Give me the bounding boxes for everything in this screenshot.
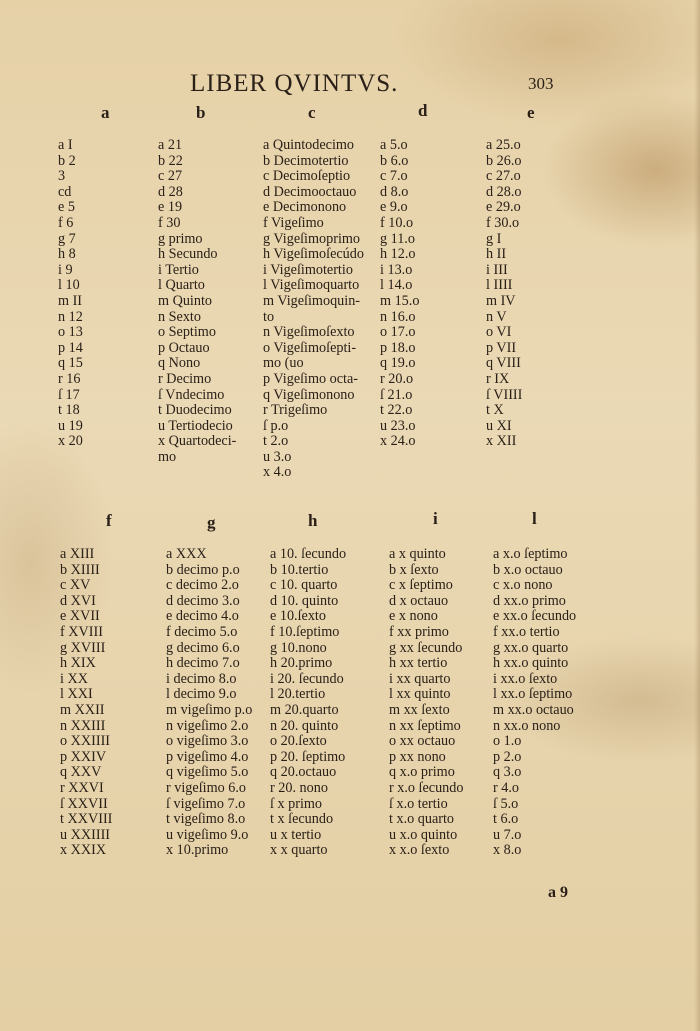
table-cell: i III bbox=[486, 261, 508, 278]
table-cell: e x nono bbox=[389, 608, 438, 625]
table-cell: h Vigeſimoſecúdo bbox=[263, 246, 364, 263]
table-column bbox=[270, 547, 346, 859]
table-cell: a XIII bbox=[60, 546, 95, 562]
table-cell: a 10. ſecundo bbox=[270, 546, 347, 562]
table-cell: q Vigeſimonono bbox=[263, 386, 355, 403]
column-letter: l bbox=[532, 509, 537, 528]
table-cell: l Vigeſimoquarto bbox=[263, 277, 360, 294]
table-cell: d x octauo bbox=[389, 592, 449, 609]
table-cell: n Vigeſimoſexto bbox=[263, 324, 355, 341]
table-cell: f decimo 5.o bbox=[166, 623, 238, 640]
table-cell: i XX bbox=[60, 670, 88, 687]
table-cell: a 5.o bbox=[380, 137, 408, 153]
table-cell: b 10.tertio bbox=[270, 561, 329, 578]
table-cell: x 20 bbox=[58, 433, 83, 450]
table-cell: o 13 bbox=[58, 324, 83, 341]
table-cell: r Trigeſimo bbox=[263, 402, 328, 419]
table-cell: ſ x primo bbox=[270, 795, 323, 812]
table-cell: f Vigeſimo bbox=[263, 214, 324, 231]
table-cell: m IV bbox=[486, 292, 516, 309]
table-cell: u x.o quinto bbox=[389, 826, 458, 843]
table-cell: x 10.primo bbox=[166, 842, 229, 859]
table-cell: m Quinto bbox=[158, 292, 212, 309]
table-cell: u 19 bbox=[58, 417, 83, 434]
table-cell: i 9 bbox=[58, 261, 73, 278]
table-cell: d Decimooctauo bbox=[263, 183, 357, 200]
table-cell: m xx.o octauo bbox=[493, 701, 574, 718]
table-cell: l Quarto bbox=[158, 277, 205, 294]
table-cell: q 19.o bbox=[380, 355, 416, 372]
table-cell: t 2.o bbox=[263, 433, 289, 450]
table-cell: t vigeſimo 8.o bbox=[166, 811, 246, 828]
table-cell: l xx.o ſeptimo bbox=[493, 686, 573, 703]
table-column bbox=[166, 547, 252, 859]
table-cell: p xx nono bbox=[389, 748, 446, 765]
table-cell: f xx primo bbox=[389, 623, 449, 640]
table-column bbox=[380, 138, 419, 450]
table-cell: g Vigeſimoprimo bbox=[263, 230, 361, 247]
table-cell: n 16.o bbox=[380, 308, 416, 325]
table-cell: l xx quinto bbox=[389, 686, 451, 703]
table-cell: m xx ſexto bbox=[389, 701, 450, 718]
table-cell: d xx.o primo bbox=[493, 592, 566, 609]
table-cell: u XI bbox=[486, 417, 512, 434]
table-cell: f XVIII bbox=[60, 623, 103, 640]
table-cell: i xx.o ſexto bbox=[493, 670, 558, 687]
table-cell: m II bbox=[58, 292, 83, 309]
table-cell: e 29.o bbox=[486, 199, 521, 216]
table-cell: o 1.o bbox=[493, 733, 522, 750]
table-cell: g 7 bbox=[58, 230, 76, 247]
table-cell: q VIII bbox=[486, 355, 521, 372]
table-cell: h XIX bbox=[60, 655, 96, 672]
column-letter: b bbox=[196, 103, 206, 122]
table-cell: a Quintodecimo bbox=[263, 137, 355, 153]
table-cell: b 2 bbox=[58, 152, 76, 169]
table-cell: a I bbox=[58, 137, 73, 153]
table-cell: h Secundo bbox=[158, 246, 218, 263]
table-cell: r Decimo bbox=[158, 370, 212, 387]
table-cell: o Septimo bbox=[158, 324, 216, 341]
signature-mark: a 9 bbox=[548, 884, 568, 901]
table-cell: f 30 bbox=[158, 214, 181, 231]
table-cell: h 20.primo bbox=[270, 655, 333, 672]
table-cell: g XVIII bbox=[60, 639, 106, 656]
table-cell: f xx.o tertio bbox=[493, 623, 560, 640]
table-cell: ſ 17 bbox=[58, 386, 80, 403]
table-cell: l 20.tertio bbox=[270, 686, 326, 703]
table-cell: d 28 bbox=[158, 183, 183, 200]
table-cell: ſ Vndecimo bbox=[158, 386, 225, 403]
table-cell: e Decimonono bbox=[263, 199, 347, 216]
table-cell: b Decimotertio bbox=[263, 152, 349, 169]
table-cell: r 4.o bbox=[493, 779, 520, 796]
table-cell: p 2.o bbox=[493, 748, 522, 765]
table-cell: x x quarto bbox=[270, 842, 328, 859]
table-cell: b x.o octauo bbox=[493, 561, 563, 578]
table-cell: d decimo 3.o bbox=[166, 592, 240, 609]
table-cell: x 24.o bbox=[380, 433, 416, 450]
table-cell: h xx.o quinto bbox=[493, 655, 569, 672]
column-letter: f bbox=[106, 511, 112, 530]
table-cell: r XXVI bbox=[60, 779, 104, 796]
table-cell: l 10 bbox=[58, 277, 80, 294]
column-letter: d bbox=[418, 101, 428, 120]
table-cell: mo (uo bbox=[263, 355, 304, 372]
table-cell: ſ 21.o bbox=[380, 386, 413, 403]
table-cell: e 10.ſexto bbox=[270, 608, 326, 625]
table-cell: b 22 bbox=[158, 152, 183, 169]
table-cell: l XXI bbox=[60, 686, 93, 703]
table-cell: n vigeſimo 2.o bbox=[166, 717, 249, 734]
table-cell: ſ XXVII bbox=[60, 795, 108, 812]
table-cell: q 3.o bbox=[493, 764, 522, 781]
table-cell: c 10. quarto bbox=[270, 577, 338, 594]
page-header bbox=[0, 70, 700, 100]
table-cell: m 20.quarto bbox=[270, 701, 339, 718]
table-cell: x XXIX bbox=[60, 842, 107, 859]
table-cell: e decimo 4.o bbox=[166, 608, 239, 625]
table-cell: m Vigeſimoquin- bbox=[263, 292, 361, 309]
table-cell: q vigeſimo 5.o bbox=[166, 764, 249, 781]
table-column bbox=[486, 138, 522, 450]
table-cell: p Vigeſimo octa- bbox=[263, 370, 359, 387]
table-cell: t 18 bbox=[58, 402, 80, 419]
table-cell: ſ vigeſimo 7.o bbox=[166, 795, 246, 812]
table-cell: g 11.o bbox=[380, 230, 415, 247]
table-column bbox=[58, 138, 83, 450]
table-cell: g I bbox=[486, 230, 502, 247]
running-title: LIBER QVINTVS. bbox=[190, 70, 399, 97]
table-cell: x Quartodeci- bbox=[158, 433, 237, 450]
table-cell: q Nono bbox=[158, 355, 201, 372]
table-cell: p Octauo bbox=[158, 339, 210, 356]
table-cell: h 8 bbox=[58, 246, 76, 263]
table-cell: e 19 bbox=[158, 199, 183, 216]
table-cell: e 9.o bbox=[380, 199, 408, 216]
table-cell: n 20. quinto bbox=[270, 717, 339, 734]
table-cell: n xx.o nono bbox=[493, 717, 561, 734]
table-cell: cd bbox=[58, 183, 72, 200]
table-cell: h 12.o bbox=[380, 246, 416, 263]
table-cell: r 16 bbox=[58, 370, 81, 387]
table-cell: g xx.o quarto bbox=[493, 639, 569, 656]
table-cell: u x tertio bbox=[270, 826, 322, 843]
table-cell: b XIIII bbox=[60, 561, 100, 578]
table-cell: q XXV bbox=[60, 764, 102, 781]
table-cell: d XVI bbox=[60, 592, 96, 609]
table-cell: t Duodecimo bbox=[158, 402, 232, 419]
column-letter: e bbox=[527, 103, 535, 122]
table-cell: c x ſeptimo bbox=[389, 577, 453, 594]
table-cell: f 30.o bbox=[486, 214, 520, 231]
column-letter: c bbox=[308, 103, 316, 122]
table-cell: u vigeſimo 9.o bbox=[166, 826, 249, 843]
table-cell: h xx tertio bbox=[389, 655, 448, 672]
table-cell: c decimo 2.o bbox=[166, 577, 239, 594]
table-cell: n 12 bbox=[58, 308, 83, 325]
table-cell: p XXIV bbox=[60, 748, 107, 765]
table-cell: m vigeſimo p.o bbox=[166, 701, 253, 718]
table-cell: r IX bbox=[486, 370, 510, 387]
table-cell: c 27 bbox=[158, 168, 183, 185]
table-cell: g primo bbox=[158, 230, 203, 247]
table-cell: q 15 bbox=[58, 355, 83, 372]
table-cell: u 3.o bbox=[263, 448, 292, 465]
table-cell: x 4.o bbox=[263, 464, 292, 481]
column-letter: i bbox=[433, 509, 438, 528]
table-cell: d 28.o bbox=[486, 183, 522, 200]
table-cell: n XXIII bbox=[60, 717, 106, 734]
table-cell: e xx.o ſecundo bbox=[493, 608, 577, 625]
table-column bbox=[389, 547, 463, 859]
table-cell: t 22.o bbox=[380, 402, 413, 419]
page-edge-shadow bbox=[694, 0, 700, 1031]
table-cell: c 7.o bbox=[380, 168, 408, 185]
column-letter: g bbox=[207, 513, 216, 532]
table-cell: c Decimoſeptio bbox=[263, 168, 351, 185]
table-cell: g xx ſecundo bbox=[389, 639, 463, 656]
table-cell: r x.o ſecundo bbox=[389, 779, 464, 796]
table-cell: h II bbox=[486, 246, 507, 263]
table-cell: d 8.o bbox=[380, 183, 409, 200]
table-cell: mo bbox=[158, 448, 177, 465]
table-cell: t x ſecundo bbox=[270, 811, 334, 828]
table-cell: p VII bbox=[486, 339, 517, 356]
table-cell: a 21 bbox=[158, 137, 183, 153]
table-cell: f 10.ſeptimo bbox=[270, 623, 340, 640]
table-cell: i xx quarto bbox=[389, 670, 451, 687]
table-cell: u 7.o bbox=[493, 826, 522, 843]
table-cell: h decimo 7.o bbox=[166, 655, 240, 672]
table-cell: m XXII bbox=[60, 701, 105, 718]
table-cell: o 20.ſexto bbox=[270, 733, 327, 750]
table-cell: i decimo 8.o bbox=[166, 670, 237, 687]
table-cell: r vigeſimo 6.o bbox=[166, 779, 246, 796]
table-cell: b 6.o bbox=[380, 152, 409, 169]
table-cell: i 20. ſecundo bbox=[270, 670, 344, 687]
table-cell: g 10.nono bbox=[270, 639, 327, 656]
table-cell: e 5 bbox=[58, 199, 75, 216]
table-cell: q 20.octauo bbox=[270, 764, 337, 781]
table-cell: ſ VIIII bbox=[486, 386, 523, 403]
table-cell: f 6 bbox=[58, 214, 74, 231]
table-cell: i Tertio bbox=[158, 261, 199, 278]
table-cell: o vigeſimo 3.o bbox=[166, 733, 249, 750]
table-cell: p vigeſimo 4.o bbox=[166, 748, 249, 765]
table-column bbox=[493, 547, 576, 859]
table-cell: b x ſexto bbox=[389, 561, 439, 578]
table-cell: t X bbox=[486, 402, 504, 419]
table-cell: n V bbox=[486, 308, 507, 325]
table-cell: b decimo p.o bbox=[166, 561, 240, 578]
table-cell: o XXIIII bbox=[60, 733, 111, 750]
table-cell: o xx octauo bbox=[389, 733, 456, 750]
table-cell: a XXX bbox=[166, 546, 207, 562]
table-cell: l decimo 9.o bbox=[166, 686, 237, 703]
table-cell: u 23.o bbox=[380, 417, 416, 434]
table-cell: x x.o ſexto bbox=[389, 842, 450, 859]
table-cell: ſ x.o tertio bbox=[389, 795, 448, 812]
table-cell: l 14.o bbox=[380, 277, 413, 294]
table-cell: g decimo 6.o bbox=[166, 639, 240, 656]
table-cell: r 20. nono bbox=[270, 779, 328, 796]
table-cell: x 8.o bbox=[493, 842, 522, 859]
table-cell: c 27.o bbox=[486, 168, 521, 185]
table-cell: a x quinto bbox=[389, 546, 446, 562]
table-cell: n Sexto bbox=[158, 308, 201, 325]
table-cell: t XXVIII bbox=[60, 811, 113, 828]
table-cell: o VI bbox=[486, 324, 512, 341]
table-cell: t 6.o bbox=[493, 811, 519, 828]
table-cell: m 15.o bbox=[380, 292, 420, 309]
table-column bbox=[158, 138, 236, 465]
table-cell: n xx ſeptimo bbox=[389, 717, 461, 734]
table-cell: f 10.o bbox=[380, 214, 414, 231]
table-cell: c x.o nono bbox=[493, 577, 553, 594]
table-cell: to bbox=[263, 308, 275, 325]
column-letter: h bbox=[308, 511, 318, 530]
table-cell: u XXIIII bbox=[60, 826, 111, 843]
table-cell: x XII bbox=[486, 433, 517, 450]
table-cell: o 17.o bbox=[380, 324, 416, 341]
table-cell: e XVII bbox=[60, 608, 100, 625]
table-cell: d 10. quinto bbox=[270, 592, 339, 609]
table-cell: a x.o ſeptimo bbox=[493, 546, 568, 562]
table-cell: u Tertiodecio bbox=[158, 417, 233, 434]
table-column bbox=[60, 547, 112, 859]
column-letter: a bbox=[101, 103, 110, 122]
table-cell: ſ p.o bbox=[263, 417, 289, 434]
table-cell: ſ 5.o bbox=[493, 795, 519, 812]
table-cell: t x.o quarto bbox=[389, 811, 455, 828]
table-cell: a 25.o bbox=[486, 137, 521, 153]
table-cell: p 14 bbox=[58, 339, 83, 356]
table-cell: b 26.o bbox=[486, 152, 522, 169]
page-number: 303 bbox=[528, 74, 554, 93]
table-cell: c XV bbox=[60, 577, 91, 594]
table-column bbox=[263, 138, 364, 481]
table-cell: o Vigeſimoſepti- bbox=[263, 339, 357, 356]
table-cell: l IIII bbox=[486, 277, 513, 294]
table-cell: q x.o primo bbox=[389, 764, 455, 781]
table-cell: 3 bbox=[58, 168, 66, 185]
table-cell: p 20. ſeptimo bbox=[270, 748, 346, 765]
table-cell: r 20.o bbox=[380, 370, 414, 387]
table-cell: i 13.o bbox=[380, 261, 413, 278]
table-cell: i Vigeſimotertio bbox=[263, 261, 353, 278]
table-cell: p 18.o bbox=[380, 339, 416, 356]
